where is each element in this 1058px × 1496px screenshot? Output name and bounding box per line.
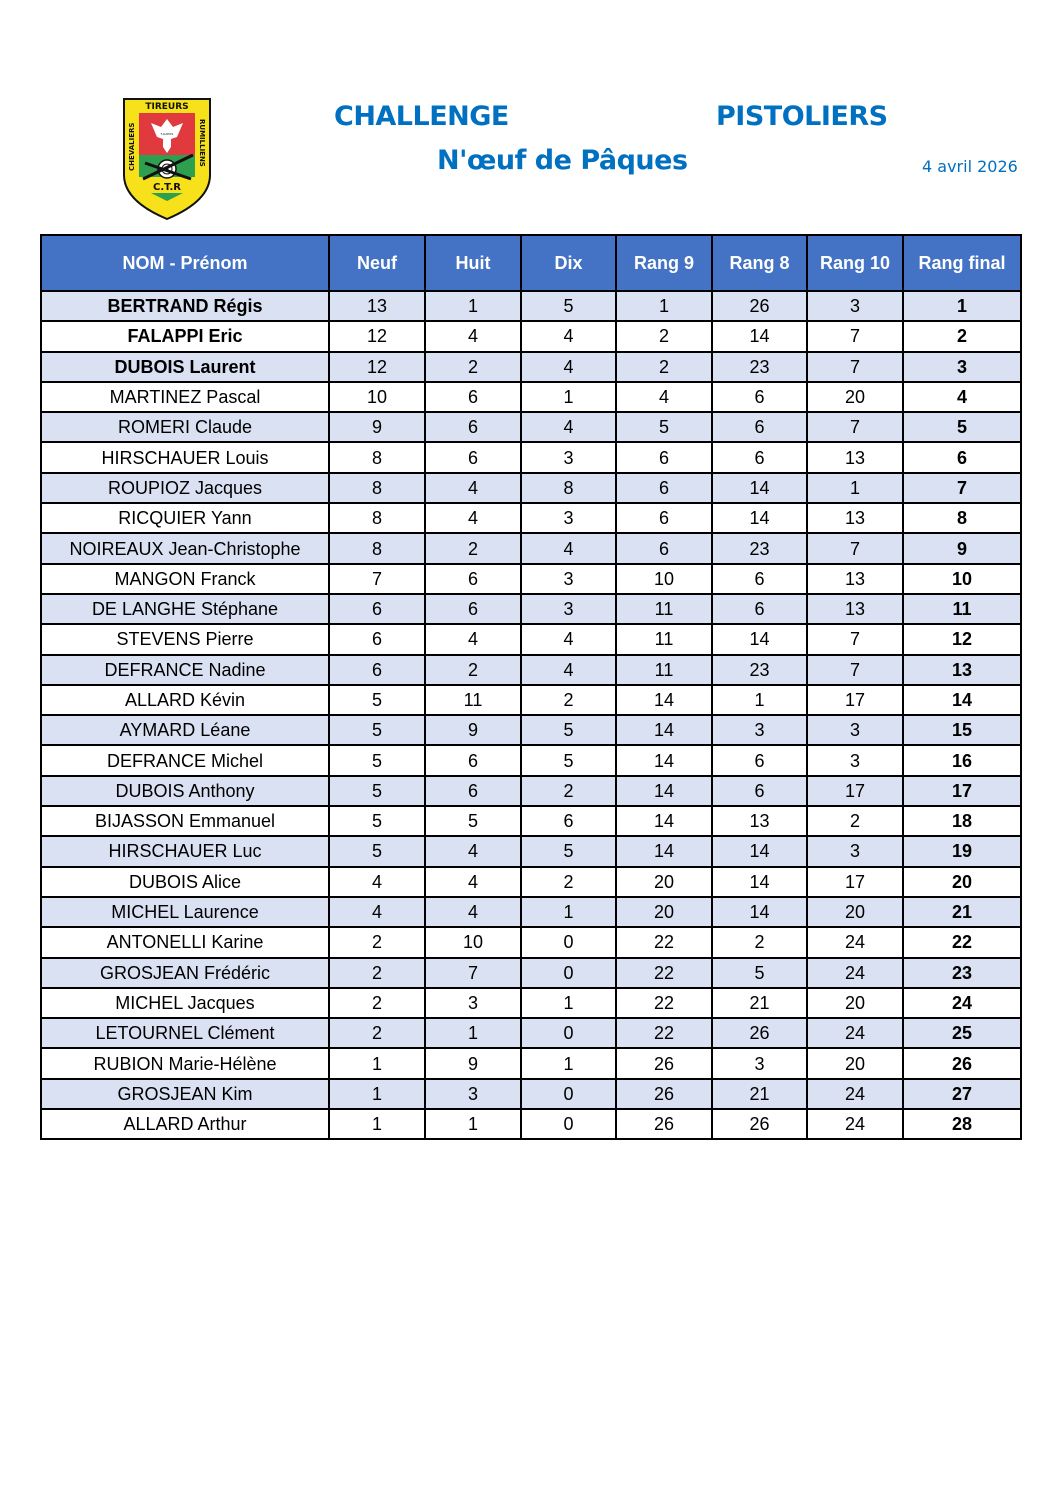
cell-neuf: 4: [329, 867, 425, 897]
cell-dix: 8: [521, 473, 616, 503]
cell-rang-8: 5: [712, 958, 807, 988]
table-body: [41, 291, 1021, 1139]
cell-rang-10: 1: [807, 473, 903, 503]
cell-name: STEVENS Pierre: [41, 624, 329, 654]
cell-huit: 6: [425, 412, 521, 442]
cell-rang-10: 24: [807, 927, 903, 957]
cell-rang-8: 6: [712, 594, 807, 624]
table-row: [41, 382, 1021, 412]
cell-neuf: 7: [329, 564, 425, 594]
cell-dix: 0: [521, 927, 616, 957]
cell-rang-9: 22: [616, 988, 712, 1018]
table-row: [41, 533, 1021, 563]
cell-huit: 1: [425, 291, 521, 321]
cell-rang-8: 3: [712, 1048, 807, 1078]
table-row: [41, 927, 1021, 957]
table-row: [41, 988, 1021, 1018]
table-row: [41, 594, 1021, 624]
cell-rang-9: 26: [616, 1079, 712, 1109]
cell-dix: 4: [521, 412, 616, 442]
cell-rang-10: 7: [807, 624, 903, 654]
cell-rang-9: 14: [616, 685, 712, 715]
table-row: [41, 685, 1021, 715]
cell-huit: 4: [425, 624, 521, 654]
logo-bottom-text: C.T.R: [153, 182, 181, 193]
title-pistoliers: PISTOLIERS: [716, 101, 888, 132]
cell-rang-final: 6: [903, 442, 1021, 472]
cell-rang-9: 6: [616, 503, 712, 533]
cell-dix: 4: [521, 624, 616, 654]
cell-rang-10: 7: [807, 412, 903, 442]
cell-dix: 3: [521, 503, 616, 533]
cell-neuf: 13: [329, 291, 425, 321]
cell-dix: 5: [521, 291, 616, 321]
cell-neuf: 6: [329, 594, 425, 624]
cell-rang-9: 4: [616, 382, 712, 412]
table-row: [41, 412, 1021, 442]
cell-rang-9: 2: [616, 321, 712, 351]
cell-name: BIJASSON Emmanuel: [41, 806, 329, 836]
column-header-rang-8: Rang 8: [712, 235, 807, 291]
cell-neuf: 2: [329, 927, 425, 957]
cell-rang-10: 3: [807, 715, 903, 745]
cell-rang-10: 7: [807, 533, 903, 563]
cell-name: DUBOIS Alice: [41, 867, 329, 897]
cell-rang-final: 24: [903, 988, 1021, 1018]
cell-name: LETOURNEL Clément: [41, 1018, 329, 1048]
cell-rang-10: 7: [807, 655, 903, 685]
cell-rang-9: 26: [616, 1048, 712, 1078]
cell-huit: 1: [425, 1109, 521, 1139]
cell-dix: 0: [521, 1109, 616, 1139]
cell-rang-9: 11: [616, 624, 712, 654]
cell-rang-10: 13: [807, 442, 903, 472]
cell-rang-9: 2: [616, 352, 712, 382]
cell-rang-9: 11: [616, 594, 712, 624]
cell-huit: 6: [425, 442, 521, 472]
table-row: [41, 836, 1021, 866]
cell-name: RICQUIER Yann: [41, 503, 329, 533]
club-logo: [121, 97, 213, 221]
cell-name: DUBOIS Anthony: [41, 776, 329, 806]
cell-neuf: 1: [329, 1048, 425, 1078]
cell-rang-8: 14: [712, 836, 807, 866]
cell-rang-8: 26: [712, 1018, 807, 1048]
cell-rang-8: 1: [712, 685, 807, 715]
cell-rang-final: 12: [903, 624, 1021, 654]
cell-name: ANTONELLI Karine: [41, 927, 329, 957]
results-table: [40, 234, 1022, 1140]
cell-huit: 2: [425, 655, 521, 685]
cell-dix: 4: [521, 533, 616, 563]
cell-rang-10: 2: [807, 806, 903, 836]
cell-rang-final: 18: [903, 806, 1021, 836]
cell-name: DEFRANCE Nadine: [41, 655, 329, 685]
cell-neuf: 8: [329, 442, 425, 472]
cell-huit: 10: [425, 927, 521, 957]
cell-rang-8: 13: [712, 806, 807, 836]
cell-huit: 4: [425, 321, 521, 351]
cell-rang-final: 26: [903, 1048, 1021, 1078]
cell-name: DE LANGHE Stéphane: [41, 594, 329, 624]
cell-rang-9: 22: [616, 958, 712, 988]
cell-dix: 0: [521, 958, 616, 988]
cell-rang-10: 3: [807, 291, 903, 321]
cell-neuf: 2: [329, 958, 425, 988]
cell-rang-10: 24: [807, 958, 903, 988]
column-header-dix: Dix: [521, 235, 616, 291]
cell-rang-10: 3: [807, 745, 903, 775]
table-row: [41, 897, 1021, 927]
cell-neuf: 9: [329, 412, 425, 442]
cell-name: NOIREAUX Jean-Christophe: [41, 533, 329, 563]
cell-rang-8: 2: [712, 927, 807, 957]
cell-rang-10: 13: [807, 564, 903, 594]
cell-rang-final: 7: [903, 473, 1021, 503]
cell-dix: 1: [521, 1048, 616, 1078]
cell-huit: 3: [425, 988, 521, 1018]
cell-rang-final: 1: [903, 291, 1021, 321]
cell-neuf: 8: [329, 503, 425, 533]
table-row: [41, 473, 1021, 503]
cell-huit: 6: [425, 745, 521, 775]
cell-rang-final: 22: [903, 927, 1021, 957]
cell-name: BERTRAND Régis: [41, 291, 329, 321]
cell-name: AYMARD Léane: [41, 715, 329, 745]
cell-rang-final: 27: [903, 1079, 1021, 1109]
cell-rang-8: 6: [712, 564, 807, 594]
cell-rang-final: 5: [903, 412, 1021, 442]
cell-rang-10: 20: [807, 988, 903, 1018]
cell-dix: 5: [521, 715, 616, 745]
table-row: [41, 291, 1021, 321]
cell-huit: 6: [425, 564, 521, 594]
cell-huit: 3: [425, 1079, 521, 1109]
cell-rang-10: 7: [807, 321, 903, 351]
table-row: [41, 442, 1021, 472]
table-row: [41, 1079, 1021, 1109]
cell-rang-final: 28: [903, 1109, 1021, 1139]
cell-rang-8: 6: [712, 382, 807, 412]
cell-huit: 1: [425, 1018, 521, 1048]
cell-huit: 9: [425, 1048, 521, 1078]
column-header-rang-10: Rang 10: [807, 235, 903, 291]
cell-rang-9: 14: [616, 715, 712, 745]
cell-rang-8: 23: [712, 533, 807, 563]
cell-rang-8: 6: [712, 745, 807, 775]
cell-rang-9: 14: [616, 745, 712, 775]
table-row: [41, 958, 1021, 988]
cell-neuf: 1: [329, 1109, 425, 1139]
cell-rang-10: 3: [807, 836, 903, 866]
cell-dix: 5: [521, 836, 616, 866]
cell-rang-10: 20: [807, 897, 903, 927]
cell-rang-final: 11: [903, 594, 1021, 624]
cell-rang-8: 23: [712, 655, 807, 685]
cell-huit: 2: [425, 352, 521, 382]
cell-neuf: 12: [329, 352, 425, 382]
cell-rang-8: 6: [712, 412, 807, 442]
cell-rang-8: 3: [712, 715, 807, 745]
cell-rang-8: 14: [712, 897, 807, 927]
cell-rang-final: 14: [903, 685, 1021, 715]
cell-dix: 3: [521, 594, 616, 624]
cell-rang-9: 6: [616, 533, 712, 563]
table-row: [41, 1018, 1021, 1048]
cell-rang-8: 26: [712, 291, 807, 321]
column-header-neuf: Neuf: [329, 235, 425, 291]
cell-dix: 1: [521, 382, 616, 412]
cell-dix: 4: [521, 655, 616, 685]
cell-rang-9: 14: [616, 776, 712, 806]
event-subtitle: N'œuf de Pâques: [437, 145, 688, 176]
column-header-name: NOM - Prénom: [41, 235, 329, 291]
logo-right-text: RUMILLIENS: [198, 119, 206, 167]
cell-rang-10: 17: [807, 685, 903, 715]
cell-name: FALAPPI Eric: [41, 321, 329, 351]
logo-left-text: CHEVALIERS: [128, 122, 136, 171]
cell-neuf: 2: [329, 988, 425, 1018]
cell-rang-final: 25: [903, 1018, 1021, 1048]
cell-rang-9: 11: [616, 655, 712, 685]
cell-rang-9: 14: [616, 836, 712, 866]
cell-huit: 6: [425, 594, 521, 624]
cell-name: MICHEL Laurence: [41, 897, 329, 927]
cell-name: DUBOIS Laurent: [41, 352, 329, 382]
cell-neuf: 5: [329, 776, 425, 806]
cell-rang-9: 1: [616, 291, 712, 321]
cell-dix: 0: [521, 1079, 616, 1109]
cell-rang-final: 20: [903, 867, 1021, 897]
cell-neuf: 2: [329, 1018, 425, 1048]
cell-neuf: 10: [329, 382, 425, 412]
cell-rang-final: 2: [903, 321, 1021, 351]
cell-huit: 4: [425, 867, 521, 897]
table-row: [41, 503, 1021, 533]
table-row: [41, 715, 1021, 745]
logo-small-text: F.GAPOS: [160, 132, 174, 136]
cell-rang-9: 10: [616, 564, 712, 594]
cell-huit: 4: [425, 897, 521, 927]
cell-rang-8: 6: [712, 442, 807, 472]
table-row: [41, 745, 1021, 775]
cell-rang-final: 17: [903, 776, 1021, 806]
cell-neuf: 8: [329, 473, 425, 503]
cell-rang-9: 26: [616, 1109, 712, 1139]
table-row: [41, 352, 1021, 382]
cell-dix: 5: [521, 745, 616, 775]
cell-huit: 5: [425, 806, 521, 836]
table-header-row: [41, 235, 1021, 291]
cell-rang-8: 6: [712, 776, 807, 806]
cell-rang-final: 4: [903, 382, 1021, 412]
cell-neuf: 4: [329, 897, 425, 927]
cell-rang-8: 14: [712, 624, 807, 654]
cell-dix: 3: [521, 442, 616, 472]
cell-rang-8: 14: [712, 473, 807, 503]
cell-rang-8: 14: [712, 503, 807, 533]
cell-neuf: 6: [329, 655, 425, 685]
cell-rang-10: 17: [807, 776, 903, 806]
cell-rang-9: 22: [616, 927, 712, 957]
cell-name: MANGON Franck: [41, 564, 329, 594]
cell-name: ALLARD Kévin: [41, 685, 329, 715]
cell-name: MARTINEZ Pascal: [41, 382, 329, 412]
cell-name: GROSJEAN Frédéric: [41, 958, 329, 988]
cell-neuf: 5: [329, 836, 425, 866]
cell-huit: 2: [425, 533, 521, 563]
cell-huit: 4: [425, 503, 521, 533]
table-row: [41, 564, 1021, 594]
cell-dix: 6: [521, 806, 616, 836]
cell-rang-9: 5: [616, 412, 712, 442]
cell-rang-10: 20: [807, 382, 903, 412]
logo-top-text: TIREURS: [145, 102, 189, 112]
cell-huit: 6: [425, 382, 521, 412]
cell-neuf: 5: [329, 745, 425, 775]
cell-huit: 6: [425, 776, 521, 806]
cell-huit: 11: [425, 685, 521, 715]
cell-name: ROMERI Claude: [41, 412, 329, 442]
cell-neuf: 5: [329, 685, 425, 715]
cell-dix: 1: [521, 897, 616, 927]
cell-rang-final: 21: [903, 897, 1021, 927]
title-challenge: CHALLENGE: [334, 101, 509, 132]
cell-name: GROSJEAN Kim: [41, 1079, 329, 1109]
cell-rang-8: 21: [712, 1079, 807, 1109]
cell-dix: 0: [521, 1018, 616, 1048]
cell-huit: 7: [425, 958, 521, 988]
cell-name: HIRSCHAUER Luc: [41, 836, 329, 866]
cell-rang-10: 13: [807, 594, 903, 624]
cell-rang-10: 24: [807, 1018, 903, 1048]
cell-rang-9: 22: [616, 1018, 712, 1048]
cell-rang-final: 15: [903, 715, 1021, 745]
cell-huit: 9: [425, 715, 521, 745]
cell-rang-final: 19: [903, 836, 1021, 866]
column-header-huit: Huit: [425, 235, 521, 291]
cell-dix: 2: [521, 685, 616, 715]
cell-neuf: 5: [329, 715, 425, 745]
cell-neuf: 1: [329, 1079, 425, 1109]
cell-neuf: 8: [329, 533, 425, 563]
cell-rang-final: 23: [903, 958, 1021, 988]
column-header-rang-final: Rang final: [903, 235, 1021, 291]
cell-rang-9: 14: [616, 806, 712, 836]
cell-rang-8: 14: [712, 867, 807, 897]
ctr-shield-logo-icon: [121, 97, 213, 221]
cell-dix: 2: [521, 867, 616, 897]
cell-rang-10: 7: [807, 352, 903, 382]
table-row: [41, 1048, 1021, 1078]
cell-rang-8: 26: [712, 1109, 807, 1139]
cell-rang-8: 14: [712, 321, 807, 351]
cell-name: HIRSCHAUER Louis: [41, 442, 329, 472]
cell-rang-final: 9: [903, 533, 1021, 563]
table-row: [41, 321, 1021, 351]
cell-rang-final: 10: [903, 564, 1021, 594]
cell-rang-9: 20: [616, 867, 712, 897]
cell-rang-final: 8: [903, 503, 1021, 533]
cell-dix: 1: [521, 988, 616, 1018]
cell-rang-10: 24: [807, 1109, 903, 1139]
event-date: 4 avril 2026: [922, 157, 1018, 176]
cell-rang-8: 23: [712, 352, 807, 382]
table-row: [41, 624, 1021, 654]
cell-neuf: 5: [329, 806, 425, 836]
cell-rang-10: 24: [807, 1079, 903, 1109]
cell-rang-10: 20: [807, 1048, 903, 1078]
cell-name: ALLARD Arthur: [41, 1109, 329, 1139]
table-row: [41, 867, 1021, 897]
cell-rang-10: 17: [807, 867, 903, 897]
cell-name: DEFRANCE Michel: [41, 745, 329, 775]
table-row: [41, 806, 1021, 836]
cell-rang-9: 20: [616, 897, 712, 927]
cell-rang-10: 13: [807, 503, 903, 533]
cell-rang-final: 3: [903, 352, 1021, 382]
cell-dix: 2: [521, 776, 616, 806]
table-row: [41, 655, 1021, 685]
cell-dix: 3: [521, 564, 616, 594]
cell-name: RUBION Marie-Hélène: [41, 1048, 329, 1078]
cell-huit: 4: [425, 836, 521, 866]
cell-rang-9: 6: [616, 442, 712, 472]
table-row: [41, 1109, 1021, 1139]
cell-rang-final: 16: [903, 745, 1021, 775]
cell-name: ROUPIOZ Jacques: [41, 473, 329, 503]
cell-huit: 4: [425, 473, 521, 503]
cell-name: MICHEL Jacques: [41, 988, 329, 1018]
cell-rang-9: 6: [616, 473, 712, 503]
cell-neuf: 6: [329, 624, 425, 654]
table-row: [41, 776, 1021, 806]
cell-dix: 4: [521, 321, 616, 351]
cell-dix: 4: [521, 352, 616, 382]
cell-rang-8: 21: [712, 988, 807, 1018]
cell-rang-final: 13: [903, 655, 1021, 685]
cell-neuf: 12: [329, 321, 425, 351]
column-header-rang-9: Rang 9: [616, 235, 712, 291]
